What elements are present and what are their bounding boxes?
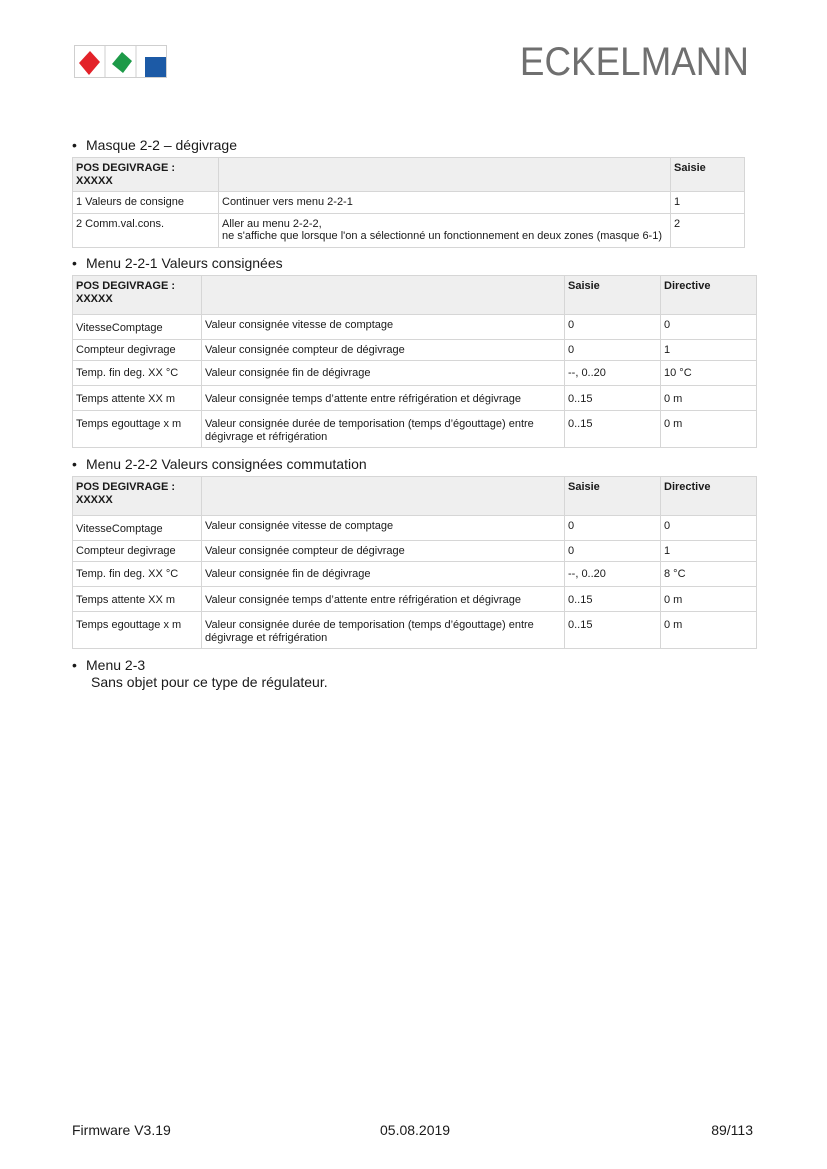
table-cell: --, 0..20 — [565, 361, 661, 386]
table-cell: 0 m — [661, 386, 757, 411]
brand-name: ECKELMANN — [519, 40, 749, 84]
table-cell: Compteur degivrage — [73, 339, 202, 361]
table-cell: Temp. fin deg. XX °C — [73, 361, 202, 386]
table-row — [73, 213, 745, 247]
cell-line: ne s'affiche que lorsque l'on a sélectionné un fonctionnement en deux zones (masque 6-1) — [222, 230, 663, 242]
table-cell: Valeur consignée compteur de dégivrage — [202, 339, 565, 361]
table-cell — [202, 411, 565, 448]
table-header-cell — [219, 158, 671, 192]
table-row — [73, 562, 757, 587]
table-cell: 0..15 — [565, 587, 661, 612]
table-row — [73, 339, 757, 361]
table-row — [73, 540, 757, 562]
table-cell: Temps egouttage x m — [73, 612, 202, 649]
table-header-cell — [202, 477, 565, 516]
section-title: • Masque 2-2 – dégivrage — [72, 137, 237, 153]
table-cell: Valeur consignée temps d’attente entre réfrigération et dégivrage — [202, 386, 565, 411]
table-header-cell — [202, 276, 565, 315]
table-row — [73, 192, 745, 214]
blue-square-icon — [145, 57, 166, 77]
table-cell: 0 — [661, 315, 757, 340]
table-cell: Valeur consignée vitesse de comptage — [202, 516, 565, 541]
table-cell: 1 Valeurs de consigne — [73, 192, 219, 214]
section-title: • Menu 2-2-2 Valeurs consignées commutation — [72, 456, 367, 472]
table-row — [73, 612, 757, 649]
table-cell: 0 — [661, 516, 757, 541]
table-header-row — [73, 158, 745, 192]
table-cell: 1 — [661, 540, 757, 562]
table-cell: Temp. fin deg. XX °C — [73, 562, 202, 587]
eckelmann-logo — [74, 45, 167, 78]
table-row — [73, 361, 757, 386]
table-cell: 0 — [565, 339, 661, 361]
table-cell: --, 0..20 — [565, 562, 661, 587]
table-cell: Valeur consignée fin de dégivrage — [202, 361, 565, 386]
table-cell: 0..15 — [565, 411, 661, 448]
section-menu-2-2-2 — [72, 456, 757, 649]
table-cell: 2 — [671, 213, 745, 247]
table-cell: Temps attente XX m — [73, 587, 202, 612]
table-row — [73, 315, 757, 340]
table-cell: 1 — [661, 339, 757, 361]
table-cell: 0 — [565, 516, 661, 541]
table-cell: Valeur consignée fin de dégivrage — [202, 562, 565, 587]
masque-table — [72, 157, 745, 248]
table-header-cell: Saisie — [671, 158, 745, 192]
table-cell: 0 m — [661, 587, 757, 612]
section-title: • Menu 2-2-1 Valeurs consignées — [72, 255, 283, 271]
cell-line: dégivrage et réfrigération — [205, 631, 328, 644]
table-cell: Temps egouttage x m — [73, 411, 202, 448]
table-cell: Valeur consignée compteur de dégivrage — [202, 540, 565, 562]
table-cell: 2 Comm.val.cons. — [73, 213, 219, 247]
table-cell: VitesseComptage — [73, 516, 202, 541]
section-menu-2-2-1 — [72, 255, 757, 448]
cell-line: dégivrage et réfrigération — [205, 430, 328, 443]
table-row — [73, 386, 757, 411]
cell-line: Valeur consignée durée de temporisation (temps d’égouttage) entre — [205, 418, 534, 430]
section-text: Sans objet pour ce type de régulateur. — [91, 674, 328, 690]
cell-line: Valeur consignée durée de temporisation (temps d’égouttage) entre — [205, 619, 534, 631]
section-menu-2-3 — [72, 657, 328, 691]
table-header-row — [73, 276, 757, 315]
table-cell: 0 — [565, 540, 661, 562]
table-cell: 8 °C — [661, 562, 757, 587]
table-cell: 0 — [565, 315, 661, 340]
menu-2-2-1-table — [72, 275, 757, 448]
table-header-row — [73, 477, 757, 516]
section-title: • Menu 2-3 — [72, 657, 146, 673]
table-cell: Valeur consignée vitesse de comptage — [202, 315, 565, 340]
table-cell: 10 °C — [661, 361, 757, 386]
table-cell: VitesseComptage — [73, 315, 202, 340]
table-cell: 0 m — [661, 612, 757, 649]
table-cell: Compteur degivrage — [73, 540, 202, 562]
table-row — [73, 587, 757, 612]
table-cell: 1 — [671, 192, 745, 214]
table-row — [73, 516, 757, 541]
table-header-cell: Saisie — [565, 276, 661, 315]
menu-2-2-2-table — [72, 476, 757, 649]
footer-firmware: Firmware V3.19 — [72, 1122, 171, 1138]
table-cell: 0..15 — [565, 612, 661, 649]
table-header-cell: Directive — [661, 477, 757, 516]
section-masque-2-2 — [72, 137, 745, 248]
table-cell: Continuer vers menu 2-2-1 — [219, 192, 671, 214]
footer-date: 05.08.2019 — [380, 1122, 451, 1138]
table-header-cell: POS DEGIVRAGE : XXXXX — [73, 276, 202, 315]
table-cell: Valeur consignée temps d’attente entre réfrigération et dégivrage — [202, 587, 565, 612]
table-cell — [202, 612, 565, 649]
table-header-cell: Saisie — [565, 477, 661, 516]
table-cell: 0..15 — [565, 386, 661, 411]
table-cell — [219, 213, 671, 247]
table-row — [73, 411, 757, 448]
table-cell: Temps attente XX m — [73, 386, 202, 411]
footer-page-number: 89/113 — [711, 1122, 753, 1138]
table-header-cell: POS DEGIVRAGE : XXXXX — [73, 158, 219, 192]
page-header — [0, 0, 827, 110]
table-header-cell: POS DEGIVRAGE : XXXXX — [73, 477, 202, 516]
table-cell: 0 m — [661, 411, 757, 448]
table-header-cell: Directive — [661, 276, 757, 315]
cell-line: Aller au menu 2-2-2, — [222, 217, 322, 230]
